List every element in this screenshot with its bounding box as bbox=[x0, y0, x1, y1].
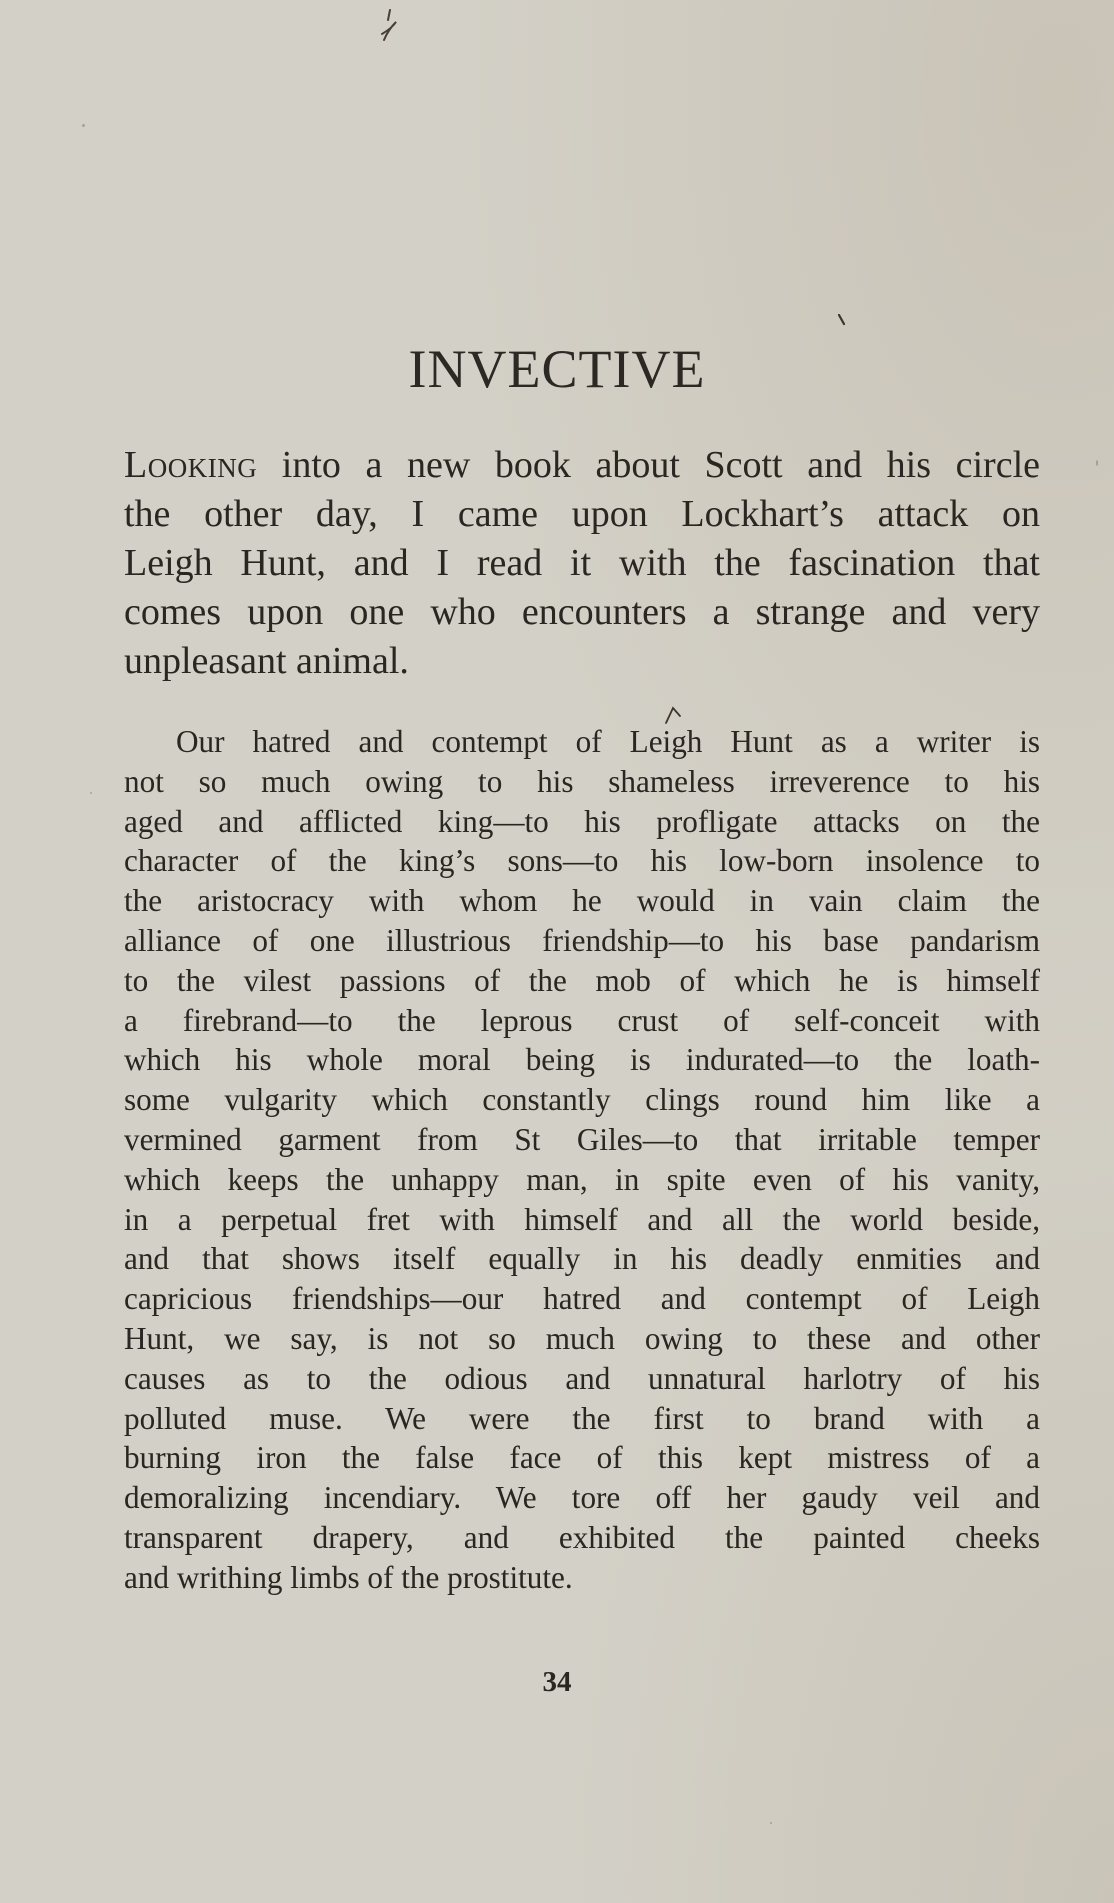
text-line: the aristocracy with whom he would in vain claim the bbox=[124, 883, 1040, 919]
text-line: capricious friendships—our hatred and contempt of Leigh bbox=[124, 1281, 1040, 1317]
text-line: the other day, I came upon Lockhart’s attack on bbox=[124, 493, 1040, 535]
text-line: transparent drapery, and exhibited the painted cheeks bbox=[124, 1519, 1040, 1555]
text-line: which his whole moral being is indurated—to the loath- bbox=[124, 1042, 1040, 1078]
text-line: and writhing limbs of the prostitute. bbox=[124, 1559, 573, 1595]
text-line: some vulgarity which constantly clings round him like a bbox=[124, 1082, 1040, 1118]
chapter-title: INVECTIVE bbox=[408, 339, 706, 399]
pencil-tick-mark bbox=[838, 314, 846, 326]
text-line: demoralizing incendiary. We tore off her gaudy veil and bbox=[124, 1480, 1040, 1516]
text-line: polluted muse. We were the first to brand with a bbox=[124, 1400, 1040, 1436]
text-line bbox=[124, 441, 1040, 490]
text-line-rest: into a new book about Scott and his circle bbox=[257, 444, 1040, 486]
lead-word: Looking bbox=[124, 444, 258, 486]
paragraph-quotation bbox=[124, 722, 1040, 1598]
text-line: character of the king’s sons—to his low-born insolence to bbox=[124, 843, 1040, 879]
text-line: a firebrand—to the leprous crust of self-conceit with bbox=[124, 1002, 1040, 1038]
text-line: to the vilest passions of the mob of which he is himself bbox=[124, 962, 1040, 998]
text-line: unpleasant animal. bbox=[124, 640, 409, 682]
paper-speck bbox=[90, 792, 92, 794]
text-line: burning iron the false face of this kept mistress of a bbox=[124, 1440, 1040, 1476]
text-line: which keeps the unhappy man, in spite even of his vanity, bbox=[124, 1161, 1040, 1197]
text-line: and that shows itself equally in his deadly enmities and bbox=[124, 1241, 1040, 1277]
text-line: alliance of one illustrious friendship—to his base pandarism bbox=[124, 922, 1040, 958]
text-line: in a perpetual fret with himself and all the world beside, bbox=[124, 1201, 1040, 1237]
text-line: causes as to the odious and unnatural harlotry of his bbox=[124, 1360, 1040, 1396]
pencil-annotation-mark bbox=[378, 8, 400, 42]
paper-speck bbox=[770, 1822, 772, 1824]
text-line: Leigh Hunt, and I read it with the fascination that bbox=[124, 542, 1040, 584]
text-line: Hunt, we say, is not so much owing to these and other bbox=[124, 1320, 1040, 1356]
paper-speck bbox=[82, 124, 85, 127]
page-number: 34 bbox=[542, 1666, 572, 1698]
paper-speck bbox=[1096, 460, 1098, 466]
text-line: vermined garment from St Giles—to that irritable temper bbox=[124, 1121, 1040, 1157]
text-line: aged and afflicted king—to his profligate attacks on the bbox=[124, 803, 1040, 839]
text-line: not so much owing to his shameless irreverence to his bbox=[124, 763, 1040, 799]
text-line: comes upon one who encounters a strange and very bbox=[124, 591, 1040, 633]
text-line: Our hatred and contempt of Leigh Hunt as a writer is bbox=[176, 724, 1040, 759]
paragraph-opening bbox=[124, 441, 1040, 686]
